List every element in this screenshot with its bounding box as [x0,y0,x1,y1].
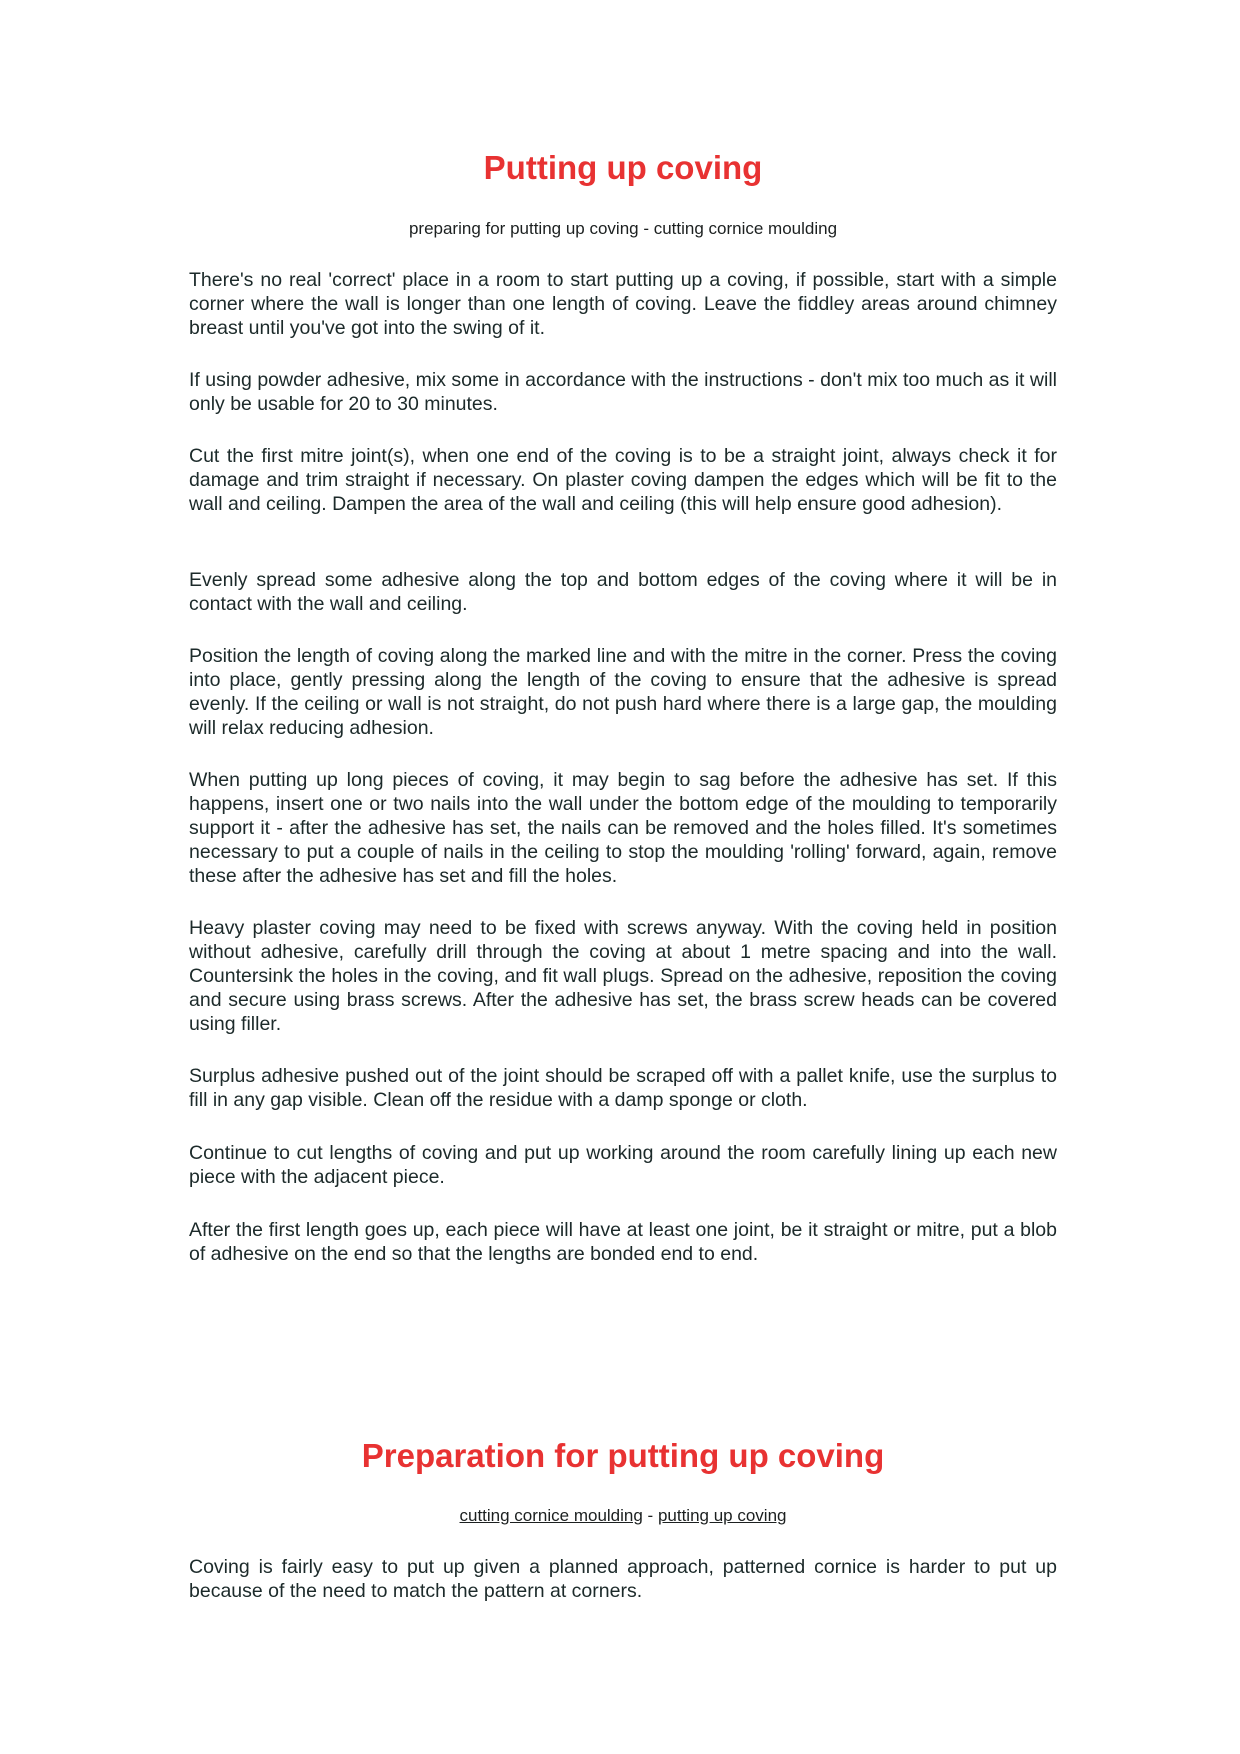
section-title: Preparation for putting up coving [361,1437,885,1474]
link-cutting-cornice-moulding[interactable]: cutting cornice moulding [459,1506,643,1525]
related-links [189,1505,1057,1527]
link-putting-up-coving[interactable]: putting up coving [657,1506,787,1525]
paragraph: Coving is fairly easy to put up given a planned approach, patterned cornice is harder to put up because of the need to match the pattern at corners. [189,1556,1057,1602]
paragraph: After the first length goes up, each piece will have at least one joint, be it straight or mitre, put a blob of adhesive on the end so that the lengths are bonded end to end. [189,1219,1057,1265]
section-title: Putting up coving [483,149,763,186]
paragraph: Continue to cut lengths of coving and put up working around the room carefully lining up each new piece with the adjacent piece. [189,1142,1057,1188]
paragraph: Evenly spread some adhesive along the top and bottom edges of the coving where it will be in contact with the wall and ceiling. [189,569,1057,615]
paragraph: When putting up long pieces of coving, it may begin to sag before the adhesive has set. If this happens, insert one or two nails into the wall under the bottom edge of the moulding to temporarily support it - after the adhesive has set, the nails can be removed and the holes filled. It's sometimes necessary to put a couple of nails in the ceiling to stop the moulding 'rolling' forward, again, remove these after the adhesive has set and fill the holes. [189,769,1057,887]
paragraph: Heavy plaster coving may need to be fixed with screws anyway. With the coving held in position without adhesive, carefully drill through the coving at about 1 metre spacing and into the wall. Countersink the holes in the coving, and fit wall plugs. Spread on the adhesive, reposition the coving and secure using brass screws. After the adhesive has set, the brass screw heads can be covered using filler. [189,917,1057,1035]
paragraph: Position the length of coving along the marked line and with the mitre in the corner. Press the coving into place, gently pressing along the length of the coving to ensure that the adhesive is spread evenly. If the ceiling or wall is not straight, do not push hard where there is a large gap, the moulding will relax reducing adhesion. [189,645,1057,739]
paragraph: Cut the first mitre joint(s), when one end of the coving is to be a straight joint, always check it for damage and trim straight if necessary. On plaster coving dampen the edges which will be fit to the wall and ceiling. Dampen the area of the wall and ceiling (this will help ensure good adhesion). [189,445,1057,515]
paragraph: Surplus adhesive pushed out of the joint should be scraped off with a pallet knife, use the surplus to fill in any gap visible. Clean off the residue with a damp sponge or cloth. [189,1065,1057,1111]
section-subtitle: preparing for putting up coving - cutting cornice moulding [408,219,838,238]
paragraph: There's no real 'correct' place in a room to start putting up a coving, if possible, start with a simple corner where the wall is longer than one length of coving. Leave the fiddley areas around chimney breast until you've got into the swing of it. [189,269,1057,339]
paragraph: If using powder adhesive, mix some in accordance with the instructions - don't mix too much as it will only be usable for 20 to 30 minutes. [189,369,1057,415]
link-separator: - [642,1506,658,1525]
